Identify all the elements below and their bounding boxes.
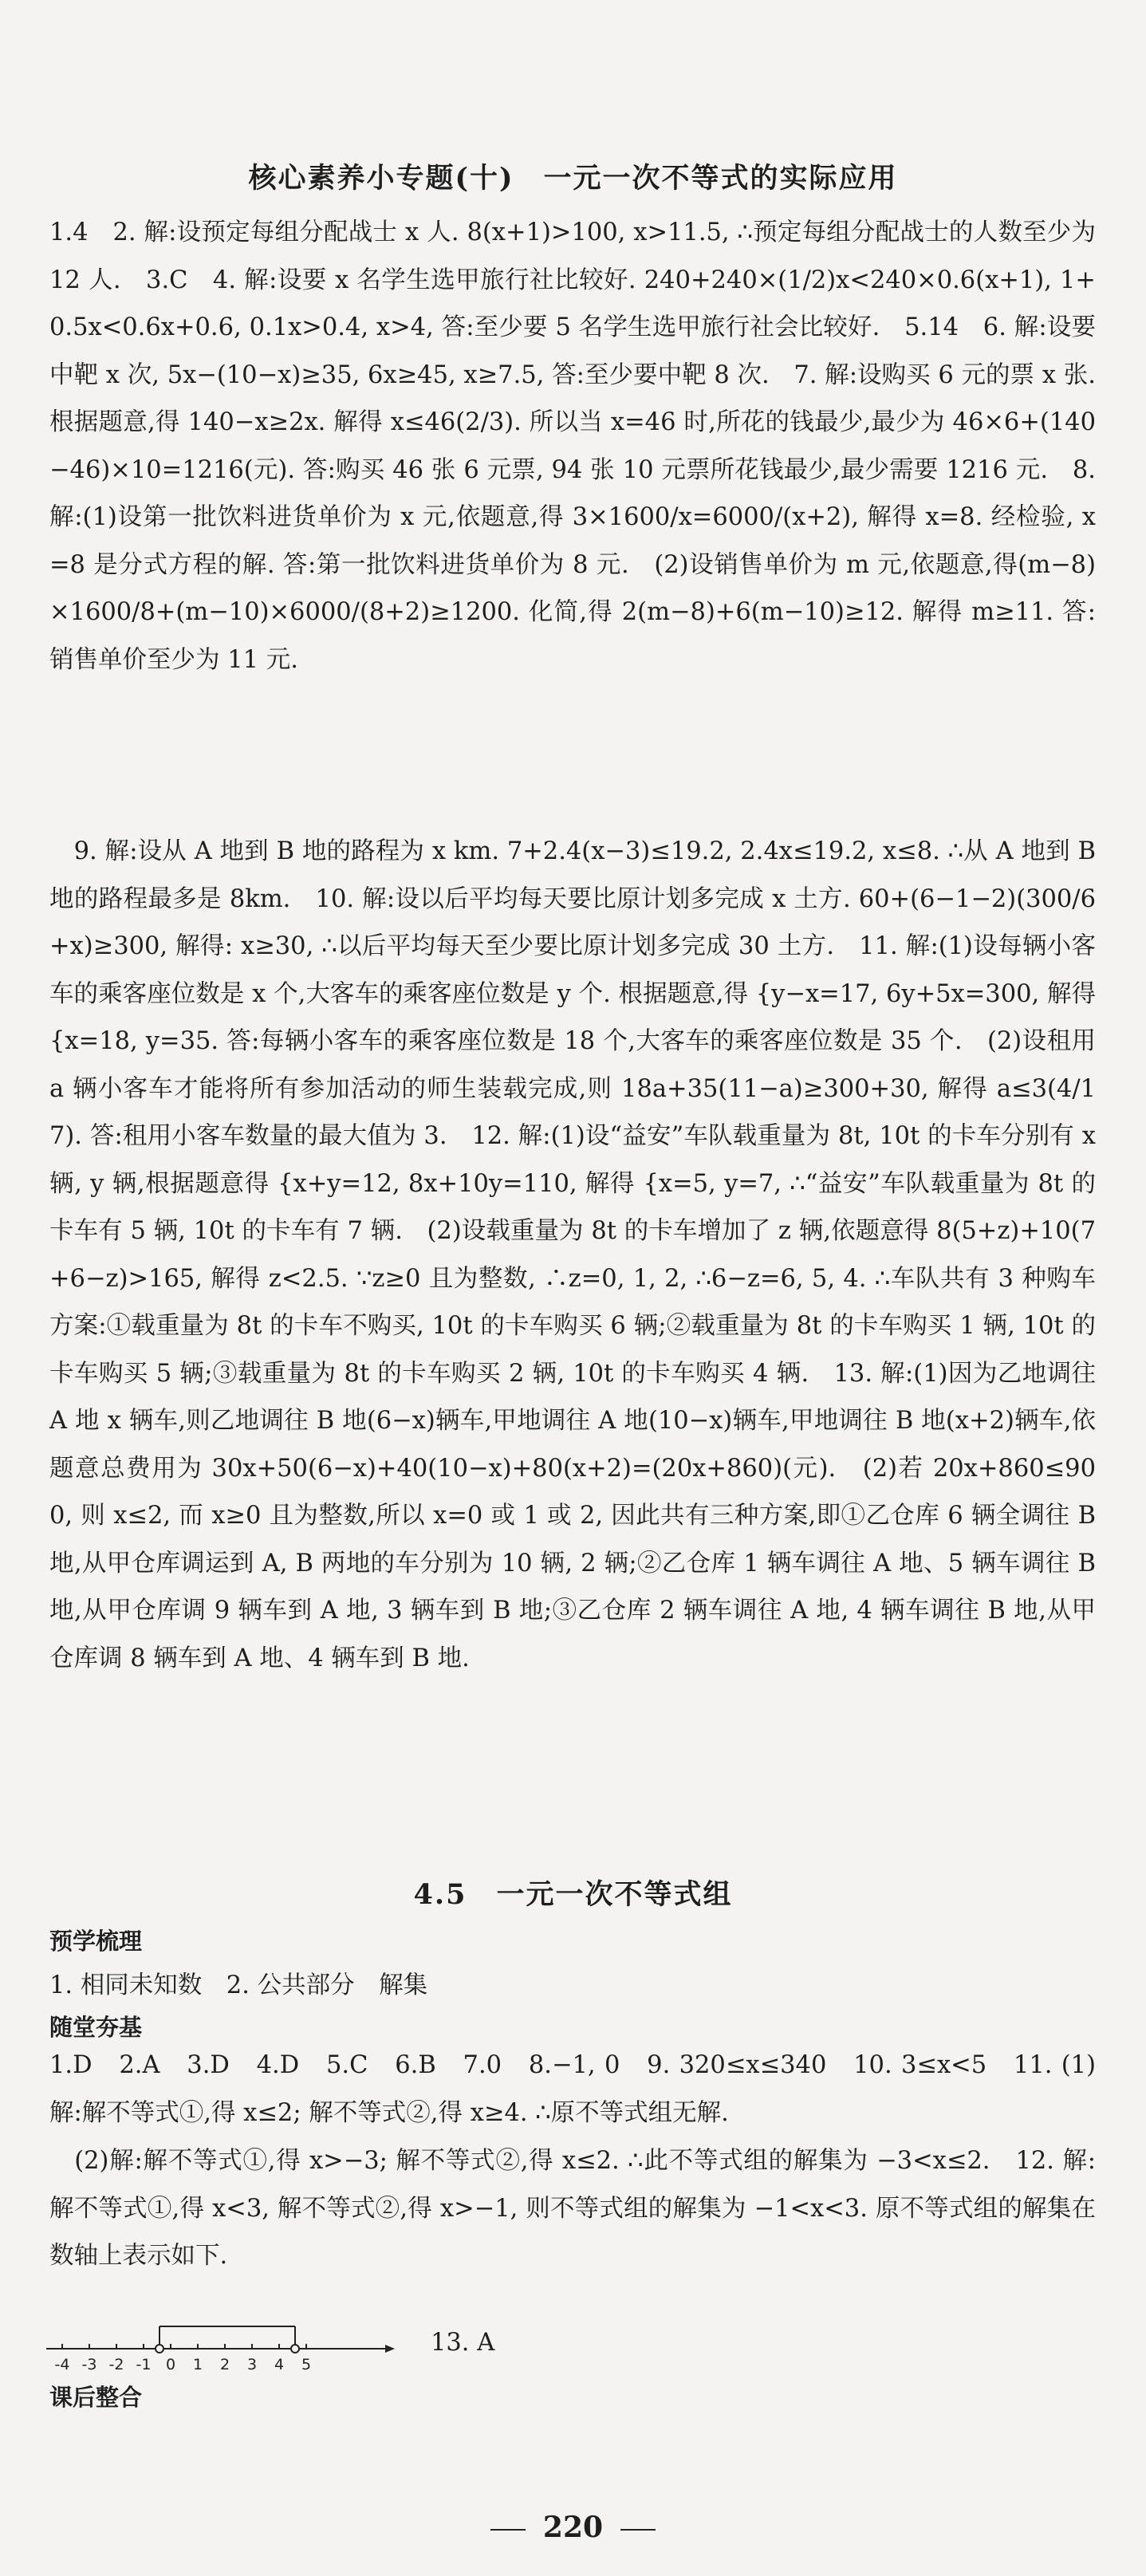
number-line-tick-label: -2 [108,2356,124,2373]
section-title-special-topic: 核心素养小专题(十) 一元一次不等式的实际应用 [248,162,898,195]
special-topic-answers-1-8: 1.4 2. 解:设预定每组分配战士 x 人. 8(x+1)>100, x>11.5, ∴预定每组分配战士的人数至少为 12 人. 3.C 4. 解:设要 x 名学生选甲旅行社比较好. 240+240×(1/2)x<240×0.6(x+1), 1+0.5x<0.6x+0.6, 0.1x>0.4, x>4, 答:至少要 5 名学生选甲旅行社会比较好. 5.14 6. 解:设要中靶 x 次, 5x−(10−x)≥35, 6x≥45, x≥7.5, 答:至少要中靶 8 次. 7. 解:设购买 6 元的票 x 张. 根据题意,得 140−x≥2x. 解得 x≤46(2/3). 所以当 x=46 时,所花的钱最少,最少为 46×6+(140−46)×10=1216(元). 答:购买 46 张 6 元票, 94 张 10 元票所花钱最少,最少需要 1216 元. 8. 解:(1)设第一批饮料进货单价为 x 元,依题意,得 3×1600/x=6000/(x+2), 解得 x=8. 经检验, x=8 是分式方程的解. 答:第一批饮料进货单价为 8 元. (2)设销售单价为 m 元,依题意,得(m−8)×1600/8+(m−10)×6000/(8+2)≥1200. 化简,得 2(m−8)+6(m−10)≥12. 解得 m≥11. 答:销售单价至少为 11 元. [49,219,1096,674]
number-line-figure [46,2317,397,2381]
number-line-tick-label: 3 [246,2356,258,2373]
number-line-tick-label: 2 [219,2356,230,2373]
preview-answers: 1. 相同未知数 2. 公共部分 解集 [49,1971,428,1999]
class-practice-heading: 随堂夯基 [49,2014,143,2041]
after-class-heading: 课后整合 [49,2384,143,2411]
dash-left [490,2529,526,2531]
special-topic-answers-9-13: 9. 解:设从 A 地到 B 地的路程为 x km. 7+2.4(x−3)≤19.2, 2.4x≤19.2, x≤8. ∴从 A 地到 B 地的路程最多是 8km. 10. 解:设以后平均每天要比原计划多完成 x 土方. 60+(6−1−2)(300/6+x)≥300, 解得: x≥30, ∴以后平均每天至少要比原计划多完成 30 土方. 11. 解:(1)设每辆小客车的乘客座位数是 x 个,大客车的乘客座位数是 y 个. 根据题意,得 {y−x=17, 6y+5x=300, 解得 {x=18, y=35. 答:每辆小客车的乘客座位数是 18 个,大客车的乘客座位数是 35 个. (2)设租用 a 辆小客车才能将所有参加活动的师生装载完成,则 18a+35(11−a)≥300+30, 解得 a≤3(4/17). 答:租用小客车数量的最大值为 3. 12. 解:(1)设“益安”车队载重量为 8t, 10t 的卡车分别有 x 辆, y 辆,根据题意得 {x+y=12, 8x+10y=110, 解得 {x=5, y=7, ∴“益安”车队载重量为 8t 的卡车有 5 辆, 10t 的卡车有 7 辆. (2)设载重量为 8t 的卡车增加了 z 辆,依题意得 8(5+z)+10(7+6−z)>165, 解得 z<2.5. ∵z≥0 且为整数, ∴z=0, 1, 2, ∴6−z=6, 5, 4. ∴车队共有 3 种购车方案:①载重量为 8t 的卡车不购买, 10t 的卡车购买 6 辆;②载重量为 8t 的卡车购买 1 辆, 10t 的卡车购买 5 辆;③载重量为 8t 的卡车购买 2 辆, 10t 的卡车购买 4 辆. 13. 解:(1)因为乙地调往 A 地 x 辆车,则乙地调往 B 地(6−x)辆车,甲地调往 A 地(10−x)辆车,甲地调往 B 地(x+2)辆车,依题意总费用为 30x+50(6−x)+40(10−x)+80(x+2)=(20x+860)(元). (2)若 20x+860≤900, 则 x≤2, 而 x≥0 且为整数,所以 x=0 或 1 或 2, 因此共有三种方案,即①乙仓库 6 辆全调往 B 地,从甲仓库调运到 A, B 两地的车分别为 10 辆, 2 辆;②乙仓库 1 辆车调往 A 地、5 辆车调往 B 地,从甲仓库调 9 辆车到 A 地, 3 辆车到 B 地;③乙仓库 2 辆车调往 A 地, 4 辆车调往 B 地,从甲仓库调 8 辆车到 A 地、4 辆车到 B 地. [49,837,1096,1672]
class-practice-answers-11-12: (2)解:解不等式①,得 x>−3; 解不等式②,得 x≤2. ∴此不等式组的解集为 −3<x≤2. 12. 解:解不等式①,得 x<3, 解不等式②,得 x>−1, 则不等式组的解集为 −1<x<3. 原不等式组的解集在数轴上表示如下. [49,2147,1096,2270]
class-practice-answers-1-11: 1.D 2.A 3.D 4.D 5.C 6.B 7.0 8.−1, 0 9. 320≤x≤340 10. 3≤x<5 11. (1)解:解不等式①,得 x≤2; 解不等式②,得 x≥4. ∴原不等式组无解. [49,2051,1096,2127]
dash-right [620,2529,656,2531]
number-line-tick-label: 0 [165,2356,176,2373]
section-title-4-5: 4.5 一元一次不等式组 [413,1878,733,1911]
answer-13: 13. A [431,2329,495,2357]
number-line-tick-label: -4 [54,2356,70,2373]
number-line-tick-label: 1 [192,2356,203,2373]
number-line-tick-label: 4 [274,2356,285,2373]
page-number-text: 220 [542,2511,604,2544]
number-line-tick-label: -1 [136,2356,152,2373]
preview-heading: 预学梳理 [49,1928,143,1955]
page-number [0,2511,1146,2544]
number-line-tick-label: 5 [301,2356,312,2373]
number-line-tick-label: -3 [81,2356,97,2373]
